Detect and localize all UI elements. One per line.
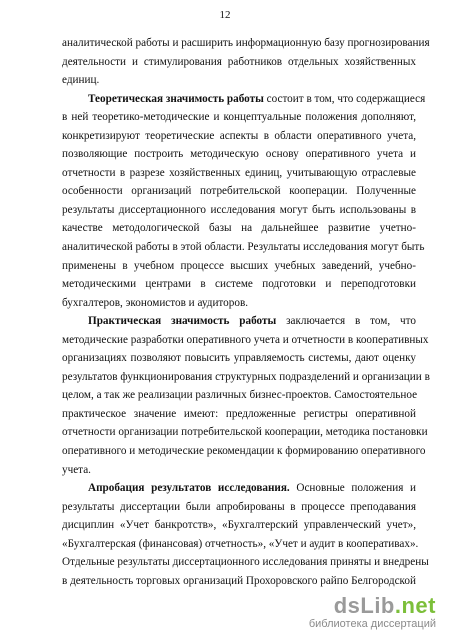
text-line: результаты диссертации были апробированы в процессе преподавания — [62, 500, 416, 513]
watermark — [309, 594, 436, 631]
text-line: Отдельные результаты диссертационного исследования приняты и внедрены — [62, 556, 429, 569]
heading-theoretical-significance: Теоретическая значимость работы — [88, 92, 264, 105]
text-line: результаты диссертационного исследования могут быть использованы в — [62, 203, 416, 216]
text-line: в деятельность торговых организаций Прохоровского райпо Белгородской — [62, 574, 416, 587]
text-line: применены в учебном процессе высших учебных заведений, учебно- — [62, 259, 416, 272]
page-number: 12 — [219, 9, 231, 21]
paragraph-approbation — [62, 479, 429, 590]
text-line: результатов функционирования структурных подразделений и организации в — [62, 370, 430, 383]
heading-practical-significance: Практическая значимость работы — [88, 315, 277, 328]
heading-approbation: Апробация результатов исследования. — [88, 482, 290, 495]
text-line: практическое значение имеют: предложенные регистры оперативной — [62, 407, 416, 420]
text-line: единиц. — [62, 74, 100, 87]
text-line: учета. — [62, 463, 91, 476]
text-line: конкретизируют теоретические аспекты в области оперативного учета, — [62, 129, 416, 142]
text-line: Практическая значимость работы заключается в том, что — [88, 315, 417, 328]
text-line: в ней теоретико-методические и концептуальные положения дополняют, — [62, 111, 416, 124]
text-line: Апробация результатов исследования. Основные положения и — [88, 482, 417, 495]
text-line: аналитической работы в этой области. Результаты исследования могут быть — [62, 241, 425, 254]
text-line: Теоретическая значимость работы состоит в том, что содержащиеся — [88, 92, 426, 105]
text-line: дисциплин «Учет банкротств», «Бухгалтерский управленческий учет», — [62, 519, 416, 532]
text-line: организациях позволяют повысить управляемость системы, дают оценку — [62, 352, 416, 365]
text-line: методическими центрами в системе подготовки и переподготовки — [62, 278, 416, 291]
text-line: качестве методологической базы на дальнейшее развитие учетно- — [62, 222, 416, 235]
text-line: отчетности организации потребительской кооперации, методика постановки — [62, 426, 428, 439]
watermark-logo: dsLib.net — [333, 593, 436, 618]
text-line: аналитической работы и расширить информационную базу прогнозирования — [62, 37, 430, 49]
text-line: особенности организаций потребительской кооперации. Полученные — [62, 185, 416, 198]
text-line: позволяющие построить методическую основу оперативного учета и — [62, 148, 416, 161]
text-line: отчетности в разрезе хозяйственных единиц, учитывающую отраслевые — [62, 166, 416, 179]
text-line: деятельности и стимулирования работников отдельных хозяйственных — [62, 55, 416, 68]
text-line: методические разработки оперативного учета и отчетности в кооперативных — [62, 333, 429, 346]
paragraph-theoretical-significance — [62, 90, 426, 313]
paragraph-intro-continuation — [62, 34, 430, 90]
watermark-subtitle: библиотека диссертаций — [308, 618, 436, 630]
text-line: «Бухгалтерская (финансовая) отчетность», «Учет и аудит в кооперативах». — [62, 537, 419, 550]
text-line: оперативного и методические рекомендации к формированию оперативного — [62, 445, 426, 458]
text-line: бухгалтеров, экономистов и аудиторов. — [62, 296, 249, 309]
text-line: целом, а так же реализации различных бизнес-проектов. Самостоятельное — [62, 389, 418, 402]
document-body — [62, 34, 430, 590]
paragraph-practical-significance — [62, 312, 430, 479]
